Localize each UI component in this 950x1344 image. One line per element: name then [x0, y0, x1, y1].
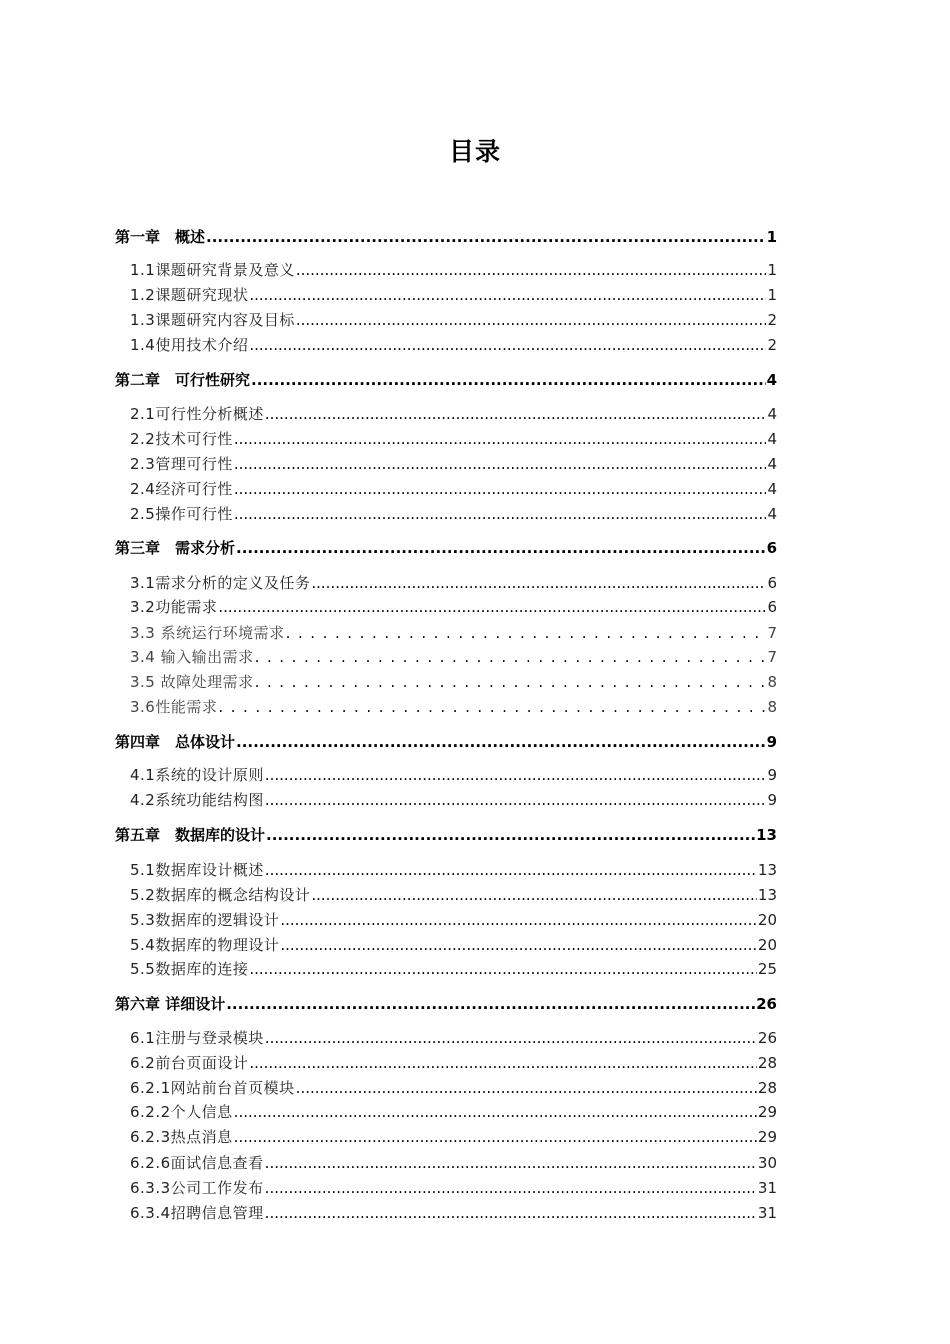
- toc-section-entry[interactable]: [130, 958, 777, 980]
- page-title: 目录: [448, 137, 501, 166]
- toc-section-entry[interactable]: [130, 596, 777, 618]
- toc-entry-label: 5.2数据库的概念结构设计: [130, 886, 311, 904]
- toc-section-entry[interactable]: [130, 334, 777, 356]
- toc-page-number: 30: [757, 1154, 777, 1172]
- toc-entry-label: 3.5 故障处理需求: [130, 673, 254, 691]
- dot-leader: [265, 764, 767, 786]
- toc-entry-label: 2.4经济可行性: [130, 480, 233, 498]
- toc-page-number: 4: [767, 480, 777, 498]
- dot-leader: [255, 671, 767, 693]
- dot-leader: [265, 1202, 757, 1224]
- toc-section-entry[interactable]: [130, 646, 777, 668]
- toc-section-entry[interactable]: [130, 1177, 777, 1199]
- dot-leader: [234, 428, 767, 450]
- dot-leader: [249, 334, 766, 356]
- toc-entry-label: 5.3数据库的逻辑设计: [130, 911, 280, 929]
- toc-section-entry[interactable]: [130, 1077, 777, 1099]
- toc-entry-label: 3.2功能需求: [130, 598, 218, 616]
- dot-leader: [280, 909, 757, 931]
- toc-section-entry[interactable]: [130, 696, 777, 718]
- toc-page-number: 9: [766, 733, 777, 751]
- toc-page-number: 6: [767, 598, 777, 616]
- toc-page-number: 29: [757, 1128, 777, 1146]
- toc-page-number: 13: [756, 826, 777, 844]
- toc-entry-label: 6.3.4招聘信息管理: [130, 1204, 264, 1222]
- toc-entry-label: 第六章 详细设计: [115, 995, 226, 1013]
- toc-page-number: 28: [757, 1054, 777, 1072]
- dot-leader: [296, 259, 767, 281]
- toc-page-number: 4: [767, 455, 777, 473]
- toc-section-entry[interactable]: [130, 859, 777, 881]
- toc-page-number: 7: [767, 624, 777, 642]
- toc-page-number: 26: [756, 995, 777, 1013]
- toc-entry-label: 第二章 可行性研究: [115, 371, 251, 389]
- toc-entry-label: 3.3 系统运行环境需求: [130, 624, 285, 642]
- toc-chapter-entry[interactable]: [115, 824, 777, 846]
- dot-leader: [265, 1027, 757, 1049]
- toc-page-number: 6: [766, 539, 777, 557]
- dot-leader: [251, 369, 766, 391]
- toc-section-entry[interactable]: [130, 572, 777, 594]
- toc-section-entry[interactable]: [130, 453, 777, 475]
- toc-chapter-entry[interactable]: [115, 731, 777, 753]
- toc-section-entry[interactable]: [130, 503, 777, 525]
- toc-entry-label: 2.2技术可行性: [130, 430, 233, 448]
- toc-entry-label: 第一章 概述: [115, 228, 206, 246]
- toc-entry-label: 3.6性能需求: [130, 698, 218, 716]
- toc-chapter-entry[interactable]: [115, 537, 777, 559]
- toc-entry-label: 1.1课题研究背景及意义: [130, 261, 295, 279]
- toc-entry-label: 第五章 数据库的设计: [115, 826, 266, 844]
- dot-leader: [266, 824, 755, 846]
- toc-page-number: 7: [767, 648, 777, 666]
- dot-leader: [286, 622, 767, 644]
- toc-page-number: 31: [757, 1204, 777, 1222]
- toc-section-entry[interactable]: [130, 789, 777, 811]
- toc-section-entry[interactable]: [130, 284, 777, 306]
- toc-page-number: 9: [767, 791, 777, 809]
- toc-page-number: 13: [757, 861, 777, 879]
- toc-page-number: 8: [767, 673, 777, 691]
- toc-entry-label: 4.1系统的设计原则: [130, 766, 264, 784]
- dot-leader: [296, 309, 767, 331]
- toc-chapter-entry[interactable]: [115, 226, 777, 248]
- toc-entry-label: 5.5数据库的连接: [130, 960, 249, 978]
- toc-section-entry[interactable]: [130, 1101, 777, 1123]
- toc-entry-label: 6.2.3热点消息: [130, 1128, 233, 1146]
- toc-page-number: 31: [757, 1179, 777, 1197]
- toc-section-entry[interactable]: [130, 671, 777, 693]
- toc-entry-label: 6.1注册与登录模块: [130, 1029, 264, 1047]
- toc-entry-label: 1.2课题研究现状: [130, 286, 249, 304]
- toc-section-entry[interactable]: [130, 1027, 777, 1049]
- toc-page-number: 26: [757, 1029, 777, 1047]
- toc-section-entry[interactable]: [130, 259, 777, 281]
- dot-leader: [265, 859, 757, 881]
- toc-section-entry[interactable]: [130, 764, 777, 786]
- dot-leader: [265, 403, 767, 425]
- dot-leader: [234, 1101, 757, 1123]
- toc-entry-label: 第四章 总体设计: [115, 733, 236, 751]
- dot-leader: [265, 789, 767, 811]
- dot-leader: [311, 572, 766, 594]
- toc-section-entry[interactable]: [130, 1052, 777, 1074]
- toc-section-entry[interactable]: [130, 909, 777, 931]
- dot-leader: [226, 993, 755, 1015]
- toc-entry-label: 6.2.6面试信息查看: [130, 1154, 264, 1172]
- toc-page-number: 20: [757, 936, 777, 954]
- toc-entry-label: 6.3.3公司工作发布: [130, 1179, 264, 1197]
- toc-section-entry[interactable]: [130, 622, 777, 644]
- toc-section-entry[interactable]: [130, 403, 777, 425]
- toc-entry-label: 6.2前台页面设计: [130, 1054, 249, 1072]
- toc-entry-label: 3.1需求分析的定义及任务: [130, 574, 311, 592]
- dot-leader: [249, 958, 757, 980]
- toc-section-entry[interactable]: [130, 309, 777, 331]
- toc-entry-label: 1.4使用技术介绍: [130, 336, 249, 354]
- toc-page-number: 28: [757, 1079, 777, 1097]
- dot-leader: [234, 1126, 757, 1148]
- toc-page-number: 25: [757, 960, 777, 978]
- dot-leader: [206, 226, 766, 248]
- toc-entry-label: 6.2.1网站前台首页模块: [130, 1079, 295, 1097]
- dot-leader: [249, 284, 766, 306]
- toc-section-entry[interactable]: [130, 934, 777, 956]
- dot-leader: [236, 731, 766, 753]
- toc-entry-label: 5.1数据库设计概述: [130, 861, 264, 879]
- toc-section-entry[interactable]: [130, 1152, 777, 1174]
- toc-page-number: 20: [757, 911, 777, 929]
- toc-entry-label: 6.2.2个人信息: [130, 1103, 233, 1121]
- toc-entry-label: 4.2系统功能结构图: [130, 791, 264, 809]
- toc-page-number: 2: [767, 311, 777, 329]
- toc-entry-label: 2.3管理可行性: [130, 455, 233, 473]
- toc-section-entry[interactable]: [130, 884, 777, 906]
- toc-page-number: 1: [767, 261, 777, 279]
- dot-leader: [234, 453, 767, 475]
- toc-page-number: 4: [767, 430, 777, 448]
- dot-leader: [218, 696, 766, 718]
- toc-page-number: 4: [766, 371, 777, 389]
- toc-section-entry[interactable]: [130, 1126, 777, 1148]
- toc-section-entry[interactable]: [130, 428, 777, 450]
- toc-page-number: 9: [767, 766, 777, 784]
- toc-entry-label: 2.1可行性分析概述: [130, 405, 264, 423]
- toc-page-number: 2: [767, 336, 777, 354]
- dot-leader: [218, 596, 766, 618]
- toc-chapter-entry[interactable]: [115, 369, 777, 391]
- dot-leader: [255, 646, 767, 668]
- toc-section-entry[interactable]: [130, 1202, 777, 1224]
- toc-page-number: 29: [757, 1103, 777, 1121]
- dot-leader: [311, 884, 757, 906]
- dot-leader: [234, 503, 767, 525]
- toc-page-number: 8: [767, 698, 777, 716]
- dot-leader: [265, 1177, 757, 1199]
- toc-page-number: 1: [766, 228, 777, 246]
- toc-entry-label: 3.4 输入输出需求: [130, 648, 254, 666]
- toc-entry-label: 1.3课题研究内容及目标: [130, 311, 295, 329]
- toc-page-number: 4: [767, 505, 777, 523]
- toc-page-number: 1: [767, 286, 777, 304]
- toc-section-entry[interactable]: [130, 478, 777, 500]
- toc-chapter-entry[interactable]: [115, 993, 777, 1015]
- dot-leader: [280, 934, 757, 956]
- toc-entry-label: 第三章 需求分析: [115, 539, 236, 557]
- toc-entry-label: 2.5操作可行性: [130, 505, 233, 523]
- dot-leader: [265, 1152, 757, 1174]
- dot-leader: [234, 478, 767, 500]
- toc-entry-label: 5.4数据库的物理设计: [130, 936, 280, 954]
- toc-page-number: 13: [757, 886, 777, 904]
- dot-leader: [249, 1052, 757, 1074]
- dot-leader: [236, 537, 766, 559]
- toc-page-number: 6: [767, 574, 777, 592]
- toc-page-number: 4: [767, 405, 777, 423]
- dot-leader: [296, 1077, 757, 1099]
